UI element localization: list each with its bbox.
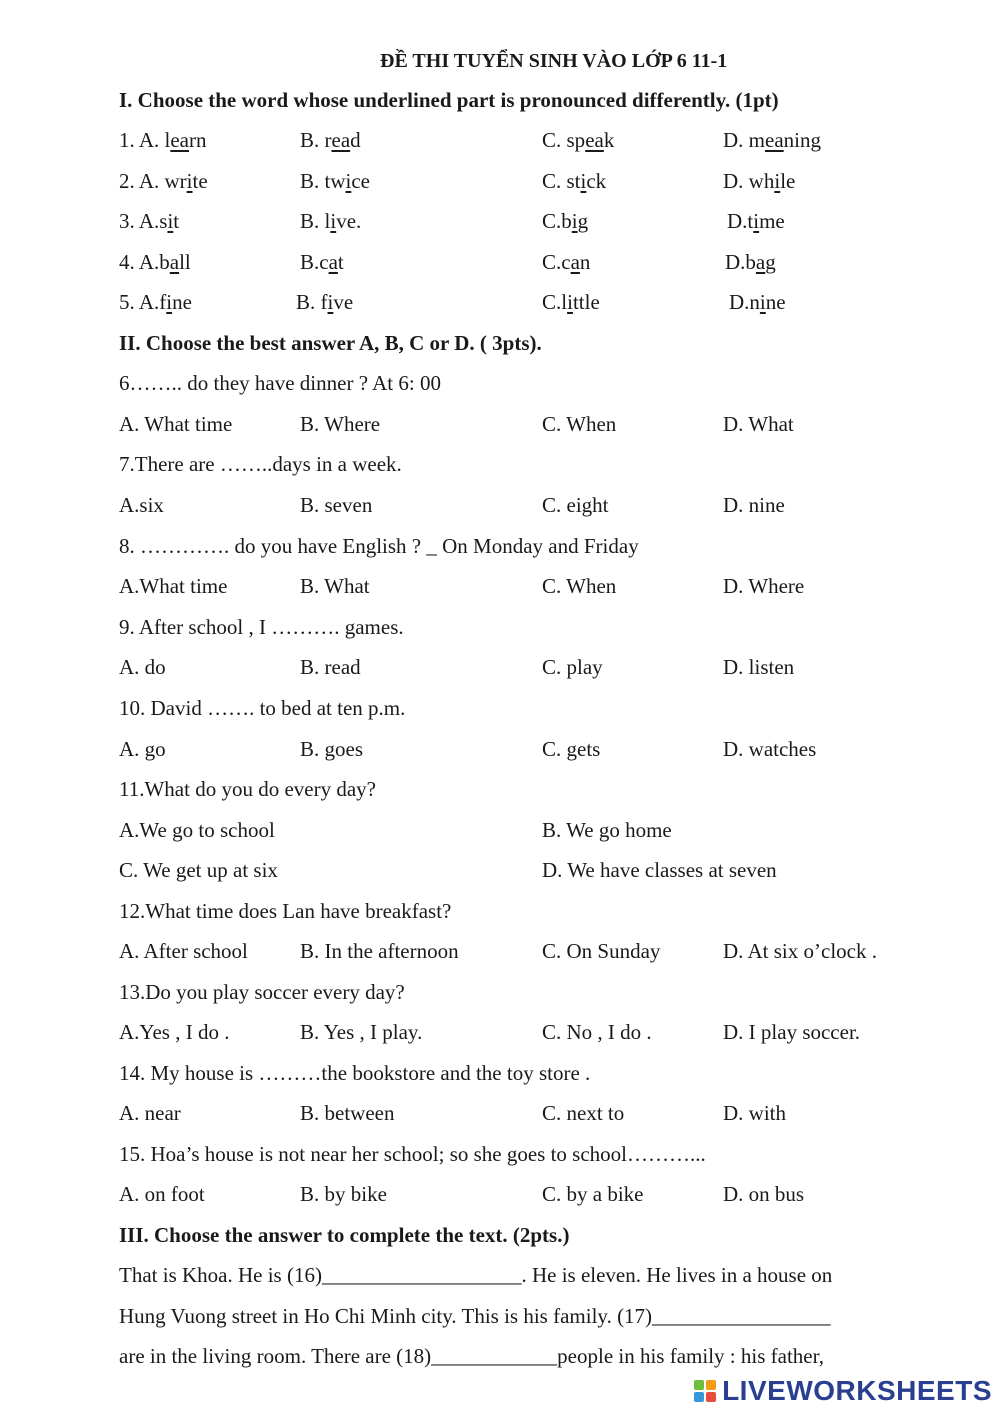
option-c[interactable]: C. On Sunday xyxy=(542,939,661,963)
option-text: B. l xyxy=(300,209,331,233)
underlined-part: ea xyxy=(331,128,351,152)
option-b[interactable]: B. seven xyxy=(300,493,373,517)
question-10-options xyxy=(0,737,1000,769)
option-c[interactable]: C. gets xyxy=(542,737,601,761)
page-title: ĐỀ THI TUYỂN SINH VÀO LỚP 6 11-1 xyxy=(380,50,728,72)
underlined-part: i xyxy=(327,290,334,314)
underlined-part: a xyxy=(755,250,766,274)
option-text: ve. xyxy=(336,209,362,233)
option-b[interactable] xyxy=(300,128,361,153)
option-a[interactable]: A.six xyxy=(119,493,164,517)
question-11-options-row-1 xyxy=(0,818,1000,850)
option-d[interactable] xyxy=(723,169,795,194)
question-8: 8. …………. do you have English ? _ On Monday and Friday xyxy=(119,534,639,558)
question-6: 6…….. do they have dinner ? At 6: 00 xyxy=(119,371,441,395)
question-1-options xyxy=(0,128,1000,160)
underlined-part: i xyxy=(345,169,352,193)
option-b[interactable] xyxy=(300,209,361,234)
option-b[interactable]: B. between xyxy=(300,1101,395,1125)
option-text: ll xyxy=(179,250,191,274)
question-15: 15. Hoa’s house is not near her school; so she goes to school………... xyxy=(119,1142,706,1166)
option-a[interactable]: A.What time xyxy=(119,574,228,598)
question-15-options xyxy=(0,1182,1000,1214)
underlined-part: i xyxy=(186,169,193,193)
option-text: ck xyxy=(586,169,607,193)
underlined-part: i xyxy=(567,290,573,314)
question-11-options-row-2 xyxy=(0,858,1000,890)
passage-line-1: That is Khoa. He is (16)___________________. He is eleven. He lives in a house on xyxy=(119,1263,833,1287)
option-text: B.c xyxy=(300,250,329,274)
option-d[interactable]: D. We have classes at seven xyxy=(542,858,777,882)
option-a[interactable]: A. What time xyxy=(119,412,233,436)
underlined-part: i xyxy=(571,209,578,233)
question-13-options xyxy=(0,1020,1000,1052)
question-11: 11.What do you do every day? xyxy=(119,777,376,801)
option-text: ttle xyxy=(572,290,600,314)
option-b[interactable] xyxy=(296,290,353,315)
option-text: g xyxy=(765,250,776,274)
option-a[interactable]: A. go xyxy=(119,737,166,761)
underlined-part: i xyxy=(753,209,760,233)
option-c[interactable] xyxy=(542,250,590,275)
liveworksheets-icon xyxy=(694,1380,716,1402)
option-b[interactable]: B. goes xyxy=(300,737,363,761)
question-8-options xyxy=(0,574,1000,606)
option-c[interactable]: C. We get up at six xyxy=(119,858,278,882)
option-c[interactable]: C. No , I do . xyxy=(542,1020,652,1044)
option-text: k xyxy=(603,128,615,152)
option-a[interactable]: A. After school xyxy=(119,939,248,963)
question-14-options xyxy=(0,1101,1000,1133)
underlined-part: a xyxy=(570,250,580,274)
underlined-part: a xyxy=(169,250,180,274)
liveworksheets-brand: LIVEWORKSHEETS xyxy=(722,1375,992,1406)
option-d[interactable]: D. nine xyxy=(723,493,785,517)
option-b[interactable]: B. Where xyxy=(300,412,381,436)
question-2-options xyxy=(0,169,1000,201)
option-c[interactable]: C. When xyxy=(542,574,617,598)
option-text: C. sp xyxy=(542,128,586,152)
option-c[interactable] xyxy=(542,209,588,234)
liveworksheets-logo xyxy=(694,1375,992,1407)
option-text: C. st xyxy=(542,169,581,193)
option-a[interactable] xyxy=(119,209,179,234)
option-c[interactable]: C. When xyxy=(542,412,617,436)
option-a[interactable]: A.We go to school xyxy=(119,818,275,842)
passage-line-2: Hung Vuong street in Ho Chi Minh city. This is his family. (17)_________________ xyxy=(119,1304,831,1328)
option-text: ne xyxy=(172,290,192,314)
question-12: 12.What time does Lan have breakfast? xyxy=(119,899,452,923)
question-7-options xyxy=(0,493,1000,525)
underlined-part: i xyxy=(774,169,781,193)
option-a[interactable] xyxy=(119,128,207,153)
option-c[interactable]: C. next to xyxy=(542,1101,625,1125)
option-a[interactable]: A.Yes , I do . xyxy=(119,1020,230,1044)
option-text: te xyxy=(192,169,208,193)
option-text: 3. A.s xyxy=(119,209,168,233)
option-text: d xyxy=(350,128,361,152)
option-text: ne xyxy=(765,290,786,314)
option-text: ve xyxy=(333,290,354,314)
underlined-part: i xyxy=(759,290,766,314)
option-d[interactable]: D. What xyxy=(723,412,794,436)
option-b[interactable]: B. What xyxy=(300,574,370,598)
option-text: ce xyxy=(351,169,371,193)
question-4-options xyxy=(0,250,1000,282)
question-3-options xyxy=(0,209,1000,241)
option-text: g xyxy=(577,209,589,233)
option-text: B. r xyxy=(300,128,332,152)
question-12-options xyxy=(0,939,1000,971)
passage-line-3: are in the living room. There are (18)____________people in his family : his father, xyxy=(119,1344,825,1368)
option-text: rn xyxy=(189,128,207,152)
option-d[interactable]: D. on bus xyxy=(723,1182,805,1206)
question-13: 13.Do you play soccer every day? xyxy=(119,980,405,1004)
option-a[interactable]: A. on foot xyxy=(119,1182,205,1206)
option-d[interactable]: D. with xyxy=(723,1101,786,1125)
underlined-part: i xyxy=(167,209,174,233)
option-d[interactable]: D. watches xyxy=(723,737,817,761)
option-text: ning xyxy=(783,128,821,152)
underlined-part: a xyxy=(328,250,338,274)
underlined-part: ea xyxy=(765,128,784,152)
option-text: n xyxy=(579,250,591,274)
option-text: C.l xyxy=(542,290,568,314)
option-d[interactable]: D. At six o’clock . xyxy=(723,939,877,963)
option-d[interactable]: D. I play soccer. xyxy=(723,1020,861,1044)
section-3-heading: III. Choose the answer to complete the text. (2pts.) xyxy=(119,1223,570,1247)
option-text: t xyxy=(173,209,180,233)
option-text: C.c xyxy=(542,250,571,274)
option-text: t xyxy=(337,250,344,274)
option-b[interactable] xyxy=(300,250,344,275)
option-c[interactable]: C. play xyxy=(542,655,603,679)
question-9-options xyxy=(0,655,1000,687)
underlined-part: ea xyxy=(170,128,189,152)
option-c[interactable]: C. eight xyxy=(542,493,609,517)
option-a[interactable] xyxy=(119,169,208,194)
option-a[interactable] xyxy=(119,250,191,275)
question-6-options xyxy=(0,412,1000,444)
option-d[interactable] xyxy=(727,209,785,234)
question-14: 14. My house is ………the bookstore and the toy store . xyxy=(119,1061,591,1085)
option-text: 2. A. wr xyxy=(119,169,187,193)
option-text: le xyxy=(780,169,796,193)
option-d[interactable]: D. Where xyxy=(723,574,805,598)
option-text: B. f xyxy=(296,290,328,314)
option-b[interactable] xyxy=(300,169,370,194)
option-text: D. wh xyxy=(723,169,775,193)
option-text: 5. A.f xyxy=(119,290,167,314)
option-text: 1. A. l xyxy=(119,128,171,152)
option-a[interactable]: A. do xyxy=(119,655,166,679)
option-b[interactable]: B. We go home xyxy=(542,818,672,842)
underlined-part: i xyxy=(166,290,173,314)
option-text: D.t xyxy=(727,209,754,233)
option-b[interactable]: B. In the afternoon xyxy=(300,939,459,963)
section-1-heading: I. Choose the word whose underlined part is pronounced differently. (1pt) xyxy=(119,88,779,112)
option-text: D.n xyxy=(729,290,760,314)
option-c[interactable]: C. by a bike xyxy=(542,1182,644,1206)
option-c[interactable] xyxy=(542,169,606,194)
option-text: me xyxy=(759,209,785,233)
option-b[interactable]: B. Yes , I play. xyxy=(300,1020,423,1044)
option-c[interactable] xyxy=(542,290,600,315)
option-b[interactable]: B. by bike xyxy=(300,1182,387,1206)
option-d[interactable] xyxy=(723,128,821,153)
option-d[interactable] xyxy=(725,250,776,275)
option-text: D.b xyxy=(725,250,756,274)
option-b[interactable]: B. read xyxy=(300,655,361,679)
option-text: C.b xyxy=(542,209,572,233)
option-text: 4. A.b xyxy=(119,250,170,274)
question-7: 7.There are ……..days in a week. xyxy=(119,452,402,476)
option-d[interactable]: D. listen xyxy=(723,655,795,679)
option-d[interactable] xyxy=(729,290,786,315)
question-10: 10. David ……. to bed at ten p.m. xyxy=(119,696,406,720)
option-a[interactable]: A. near xyxy=(119,1101,181,1125)
underlined-part: i xyxy=(580,169,587,193)
option-text: D. m xyxy=(723,128,765,152)
option-a[interactable] xyxy=(119,290,192,315)
question-5-options xyxy=(0,290,1000,322)
option-text: B. tw xyxy=(300,169,346,193)
underlined-part: ea xyxy=(585,128,604,152)
section-2-heading: II. Choose the best answer A, B, C or D. ( 3pts). xyxy=(119,331,542,355)
question-9: 9. After school , I ………. games. xyxy=(119,615,404,639)
underlined-part: i xyxy=(330,209,337,233)
option-c[interactable] xyxy=(542,128,614,153)
